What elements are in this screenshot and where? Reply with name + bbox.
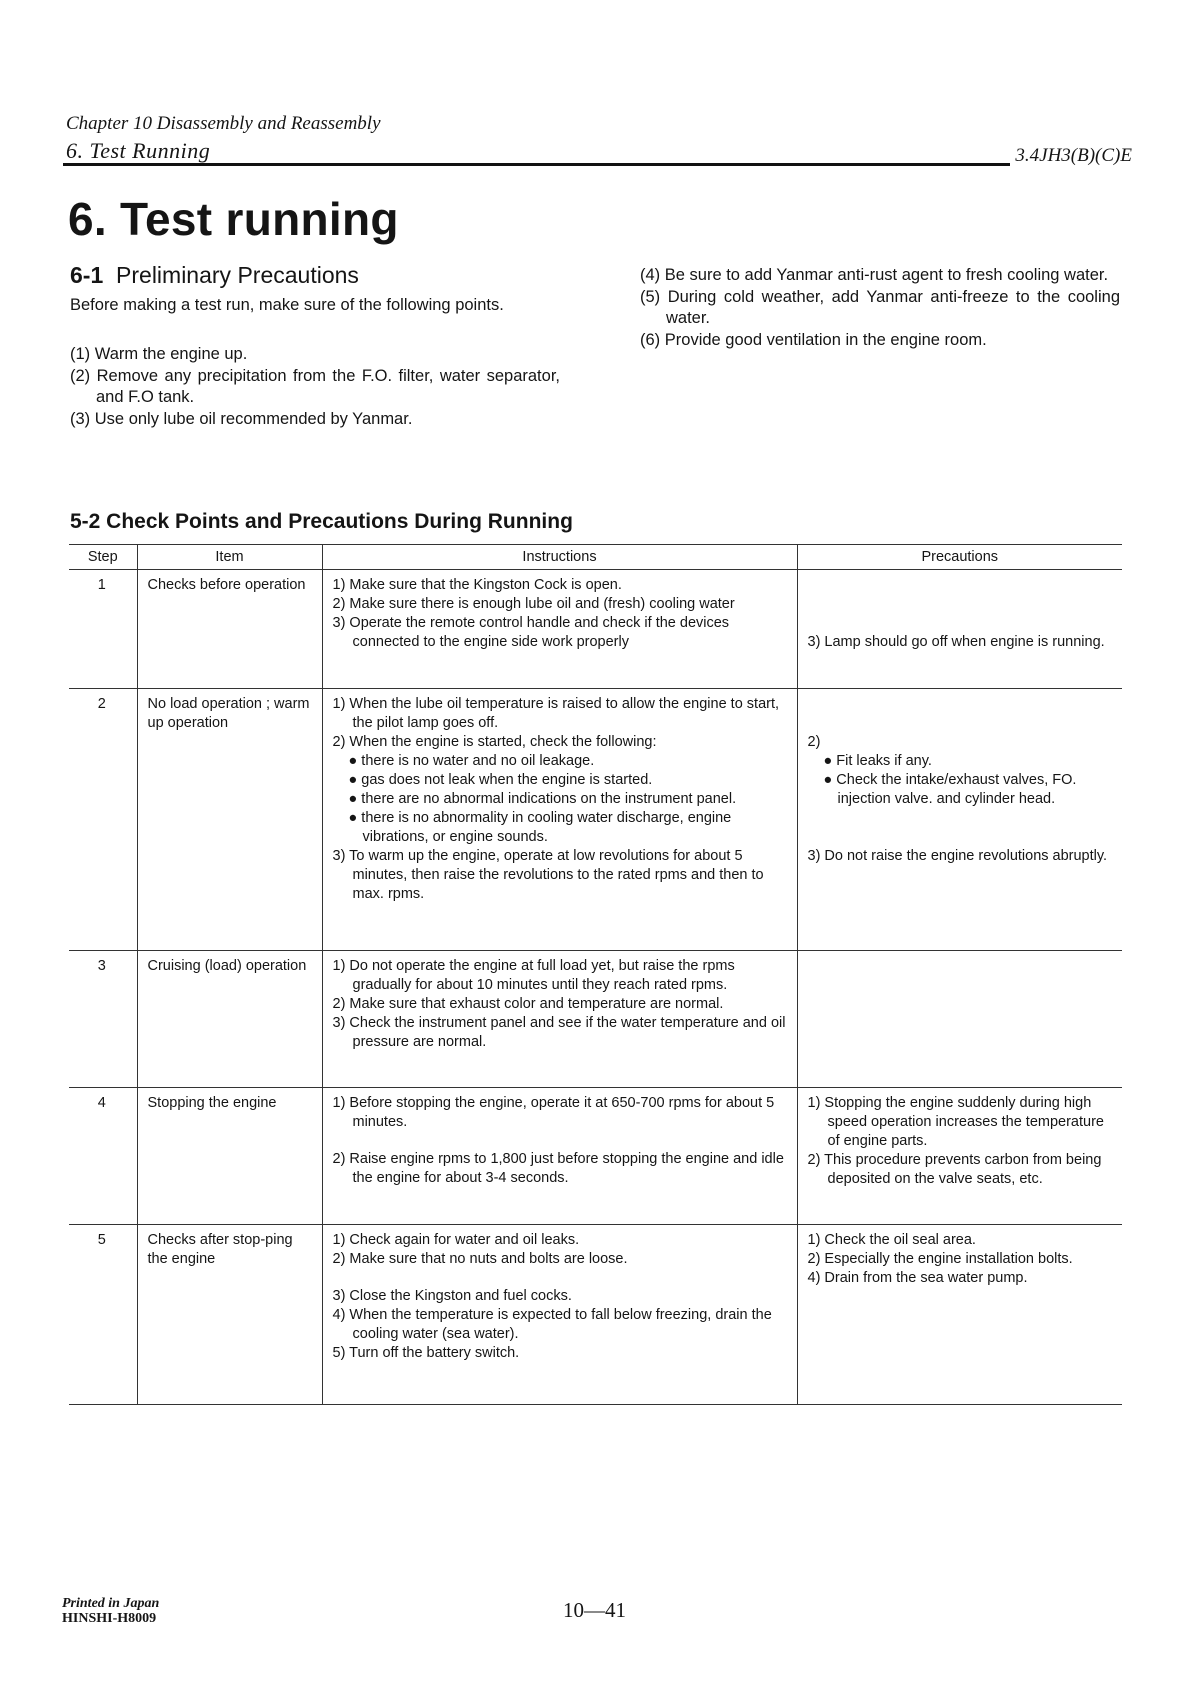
- precaution-list-left: [70, 344, 560, 431]
- precaution: 2) This procedure prevents carbon from being deposited on the valve seats, etc.: [807, 1152, 1102, 1187]
- instruction: 4) When the temperature is expected to fall below freezing, drain the cooling water (sea water).: [332, 1307, 772, 1342]
- header-rule: [63, 163, 1010, 166]
- table-row: [69, 951, 1122, 1088]
- instruction: 1) Before stopping the engine, operate it at 650-700 rpms for about 5 minutes.: [332, 1095, 775, 1130]
- list-item: [640, 287, 1120, 329]
- printed-in: Printed in Japan: [62, 1596, 160, 1611]
- item-cell: No load operation ; warm up operation: [137, 689, 322, 951]
- precautions-cell: [797, 570, 1122, 689]
- list-item-number: (4): [640, 266, 661, 284]
- list-item: [640, 330, 1120, 351]
- list-item: [70, 366, 560, 408]
- instructions-cell: [322, 951, 797, 1088]
- instruction-bullet: ● there are no abnormal indications on the instrument panel.: [348, 791, 737, 807]
- list-item: [70, 344, 560, 365]
- list-item-number: (5): [640, 288, 661, 306]
- chapter-title: Chapter 10 Disassembly and Reassembly: [66, 113, 381, 134]
- precaution: 3) Do not raise the engine revolutions abruptly.: [807, 848, 1108, 864]
- section-heading: [70, 262, 359, 289]
- instruction: 3) Operate the remote control handle and check if the devices connected to the engine side work properly: [332, 615, 730, 650]
- section-header: 6. Test Running: [66, 138, 211, 163]
- precautions-cell: [797, 1088, 1122, 1225]
- precaution: 1) Stopping the engine suddenly during high speed operation increases the temperature of engine parts.: [807, 1095, 1104, 1149]
- table-heading: 5-2 Check Points and Precautions During Running: [70, 510, 573, 533]
- list-item-text: Use only lube oil recommended by Yanmar.: [94, 410, 413, 428]
- list-item-text: Remove any precipitation from the F.O. filter, water separator, and F.O tank.: [96, 367, 560, 406]
- precautions-cell: [797, 1225, 1122, 1405]
- list-item-number: (3): [70, 410, 91, 428]
- column-header-instructions: Instructions: [322, 545, 797, 570]
- table-row: [69, 1225, 1122, 1405]
- instructions-cell: [322, 1225, 797, 1405]
- precaution-bullet: ● Check the intake/exhaust valves, FO. injection valve. and cylinder head.: [823, 772, 1077, 807]
- instruction: 2) Make sure that exhaust color and temperature are normal.: [332, 996, 724, 1012]
- list-item-text: Be sure to add Yanmar anti-rust agent to fresh cooling water.: [664, 266, 1109, 284]
- precautions-cell: [797, 951, 1122, 1088]
- precaution-list-right: [640, 265, 1120, 352]
- instruction: 3) Close the Kingston and fuel cocks.: [332, 1288, 572, 1304]
- item-cell: Cruising (load) operation: [137, 951, 322, 1088]
- list-item-text: Provide good ventilation in the engine room.: [664, 331, 987, 349]
- item-cell: Stopping the engine: [137, 1088, 322, 1225]
- list-item: [640, 265, 1120, 286]
- instruction: 2) Make sure there is enough lube oil and (fresh) cooling water: [332, 596, 735, 612]
- document-code: HINSHI-H8009: [62, 1611, 157, 1626]
- list-item-text: During cold weather, add Yanmar anti-freeze to the cooling water.: [666, 288, 1120, 327]
- instruction: 1) Make sure that the Kingston Cock is open.: [332, 577, 622, 593]
- footer-print-info: [62, 1596, 159, 1626]
- table-row: [69, 1088, 1122, 1225]
- instruction: 1) Do not operate the engine at full load yet, but raise the rpms gradually for about 10 minutes until they reach rated rpms.: [332, 958, 735, 993]
- precaution: 3) Lamp should go off when engine is running.: [807, 634, 1105, 650]
- intro-paragraph: Before making a test run, make sure of the following points.: [70, 296, 504, 314]
- model-number: 3.4JH3(B)(C)E: [1015, 145, 1132, 166]
- table-row: [69, 570, 1122, 689]
- list-item-number: (1): [70, 345, 91, 363]
- instruction-bullet: ● there is no abnormality in cooling water discharge, engine vibrations, or engine sounds.: [348, 810, 732, 845]
- page-number: 10—41: [563, 1598, 626, 1622]
- precaution: 4) Drain from the sea water pump.: [807, 1270, 1028, 1286]
- table-row: [69, 689, 1122, 951]
- instruction: 1) Check again for water and oil leaks.: [332, 1232, 580, 1248]
- instruction: 1) When the lube oil temperature is raised to allow the engine to start, the pilot lamp goes off.: [332, 696, 780, 731]
- instruction: 3) Check the instrument panel and see if the water temperature and oil pressure are normal.: [332, 1015, 786, 1050]
- section-heading-text: Preliminary Precautions: [116, 262, 359, 288]
- instruction: 2) Raise engine rpms to 1,800 just before stopping the engine and idle the engine for about 3-4 seconds.: [332, 1151, 784, 1186]
- precautions-cell: [797, 689, 1122, 951]
- instruction-bullet: ● gas does not leak when the engine is started.: [348, 772, 653, 788]
- section-number: 6-1: [70, 262, 104, 288]
- instructions-cell: [322, 689, 797, 951]
- instruction-bullet: ● there is no water and no oil leakage.: [348, 753, 595, 769]
- item-cell: Checks before operation: [137, 570, 322, 689]
- list-item-number: (2): [70, 367, 91, 385]
- instruction: 3) To warm up the engine, operate at low revolutions for about 5 minutes, then raise the revolutions to the rated rpms and then to max. rpms.: [332, 848, 764, 902]
- instruction: 5) Turn off the battery switch.: [332, 1345, 520, 1361]
- instructions-cell: [322, 570, 797, 689]
- step-cell: 1: [69, 570, 137, 689]
- list-item-text: Warm the engine up.: [94, 345, 248, 363]
- page-title: 6. Test running: [68, 193, 399, 245]
- step-cell: 5: [69, 1225, 137, 1405]
- column-header-item: Item: [137, 545, 322, 570]
- column-header-precautions: Precautions: [797, 545, 1122, 570]
- precaution: 2) Especially the engine installation bolts.: [807, 1251, 1073, 1267]
- precaution: 1) Check the oil seal area.: [807, 1232, 976, 1248]
- item-cell: Checks after stop-ping the engine: [137, 1225, 322, 1405]
- list-item-number: (6): [640, 331, 661, 349]
- precaution-bullet: ● Fit leaks if any.: [823, 753, 932, 769]
- step-cell: 3: [69, 951, 137, 1088]
- instructions-cell: [322, 1088, 797, 1225]
- column-header-step: Step: [69, 545, 137, 570]
- precaution: 2): [807, 734, 821, 750]
- step-cell: 2: [69, 689, 137, 951]
- step-cell: 4: [69, 1088, 137, 1225]
- check-points-table: [69, 544, 1122, 1405]
- list-item: [70, 409, 560, 430]
- instruction: 2) When the engine is started, check the following:: [332, 734, 657, 750]
- table-header-row: [69, 545, 1122, 570]
- instruction: 2) Make sure that no nuts and bolts are loose.: [332, 1251, 628, 1267]
